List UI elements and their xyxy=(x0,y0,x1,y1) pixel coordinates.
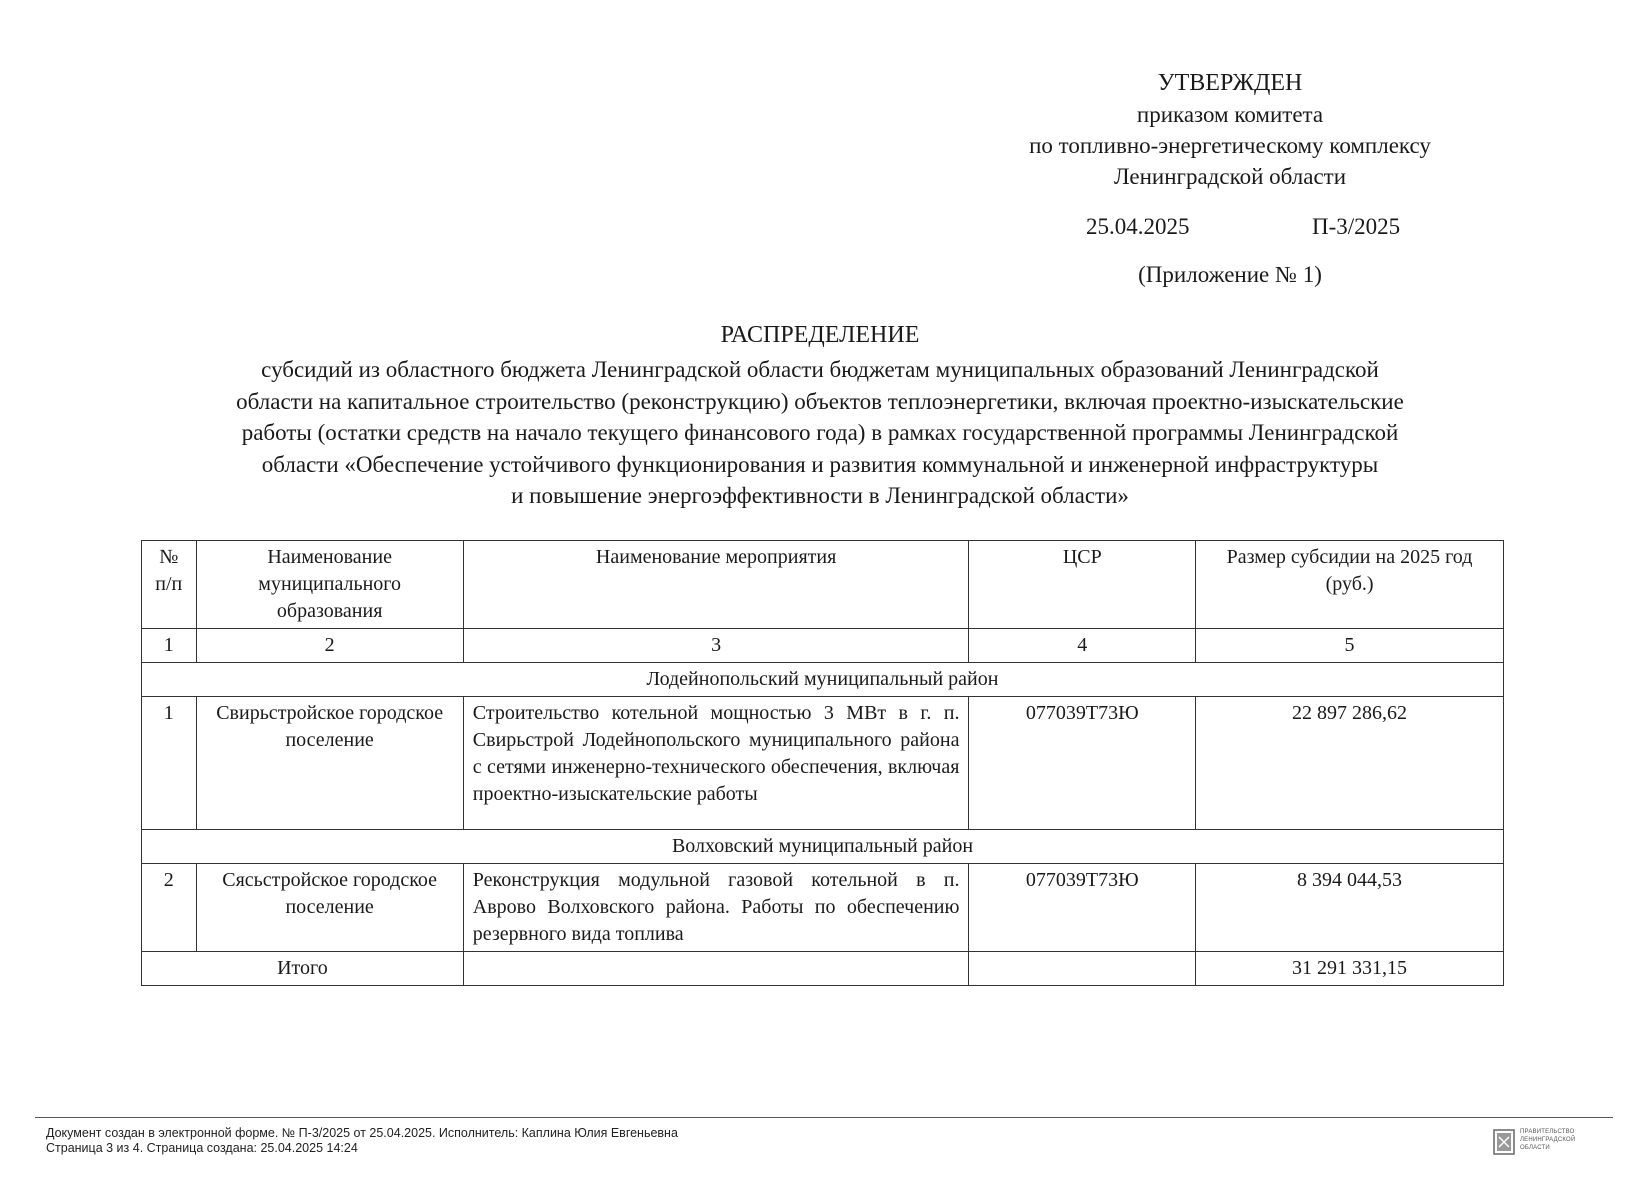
approval-line: приказом комитета xyxy=(1136,102,1324,127)
logo-text-line: ЛЕНИНГРАДСКОЙ xyxy=(1520,1137,1576,1143)
distribution-table xyxy=(141,540,1504,986)
subtitle-line: области на капитальное строительство (реконструкцию) объектов теплоэнергетики, включая проектно-изыскательские xyxy=(236,388,1404,414)
table-row xyxy=(142,697,1504,830)
approval-line: Ленинградской области xyxy=(1113,164,1347,189)
subtitle-line: и повышение энергоэффективности в Ленинградской области» xyxy=(511,483,1129,508)
section-row xyxy=(142,663,1504,697)
column-number: 3 xyxy=(463,629,969,663)
approval-heading: УТВЕРЖДЕН xyxy=(1157,70,1303,96)
total-row xyxy=(142,952,1504,986)
row-event: Строительство котельной мощностью 3 МВт в г. п. Свирьстрой Лодейнопольского муниципального района с сетями инженерно-технического обеспечения, включая проектно-изыскательские работы xyxy=(463,697,969,830)
column-number: 4 xyxy=(969,629,1196,663)
subtitle-line: работы (остатки средств на начало текущего финансового года) в рамках государственной программы Ленинградской xyxy=(241,420,1399,445)
total-amount: 31 291 331,15 xyxy=(1196,952,1504,986)
logo-text xyxy=(1520,1128,1575,1152)
row-csr: 077039Т73Ю xyxy=(969,697,1196,830)
row-csr: 077039Т73Ю xyxy=(969,864,1196,952)
column-number: 2 xyxy=(196,629,463,663)
row-event: Реконструкция модульной газовой котельной в п. Аврово Волховского района. Работы по обеспечению резервного вида топлива xyxy=(463,864,969,952)
table-header-row xyxy=(142,541,1504,629)
order-number: П-3/2025 xyxy=(1312,214,1401,239)
approval-block xyxy=(960,68,1500,192)
section-name: Лодейнопольский муниципальный район xyxy=(142,663,1504,697)
column-number: 5 xyxy=(1196,629,1504,663)
row-municipality: Сясьстройское городское поселение xyxy=(196,864,463,952)
header-num: № п/п xyxy=(142,541,197,629)
appendix-label: (Приложение № 1) xyxy=(1138,262,1322,287)
logo-text-line: ПРАВИТЕЛЬСТВО xyxy=(1520,1129,1575,1135)
row-num: 1 xyxy=(142,697,197,830)
subtitle-line: области «Обеспечение устойчивого функционирования и развития коммунальной и инженерной инфраструктуры xyxy=(261,451,1379,477)
row-num: 2 xyxy=(142,864,197,952)
row-municipality: Свирьстройское городское поселение xyxy=(196,697,463,830)
row-amount: 22 897 286,62 xyxy=(1196,697,1504,830)
section-row xyxy=(142,830,1504,864)
footer-divider xyxy=(35,1117,1613,1118)
document-subtitle xyxy=(140,354,1500,512)
column-number: 1 xyxy=(142,629,197,663)
footer-document-info: Документ создан в электронной форме. № П-3/2025 от 25.04.2025. Исполнитель: Каплина Юлия Евгеньевна xyxy=(46,1126,678,1140)
header-csr: ЦСР xyxy=(969,541,1196,629)
logo-text-line: ОБЛАСТИ xyxy=(1520,1145,1550,1151)
approval-line: по топливно-энергетическому комплексу xyxy=(1029,133,1431,158)
emblem-icon xyxy=(1493,1129,1515,1155)
footer xyxy=(46,1126,678,1156)
row-amount: 8 394 044,53 xyxy=(1196,864,1504,952)
column-number-row xyxy=(142,629,1504,663)
section-name: Волховский муниципальный район xyxy=(142,830,1504,864)
header-amount: Размер субсидии на 2025 год (руб.) xyxy=(1196,541,1504,629)
total-empty-cell xyxy=(969,952,1196,986)
order-date: 25.04.2025 xyxy=(1086,214,1190,239)
total-label: Итого xyxy=(142,952,464,986)
total-empty-cell xyxy=(463,952,969,986)
footer-page-info: Страница 3 из 4. Страница создана: 25.04.2025 14:24 xyxy=(46,1141,358,1155)
table-row xyxy=(142,864,1504,952)
header-event: Наименование мероприятия xyxy=(463,541,969,629)
government-logo xyxy=(1493,1125,1603,1159)
document-title: РАСПРЕДЕЛЕНИЕ xyxy=(720,322,920,348)
subtitle-line: субсидий из областного бюджета Ленинградской области бюджетам муниципальных образований Ленинградской xyxy=(261,357,1379,382)
header-municipality: Наименование муниципального образования xyxy=(196,541,463,629)
